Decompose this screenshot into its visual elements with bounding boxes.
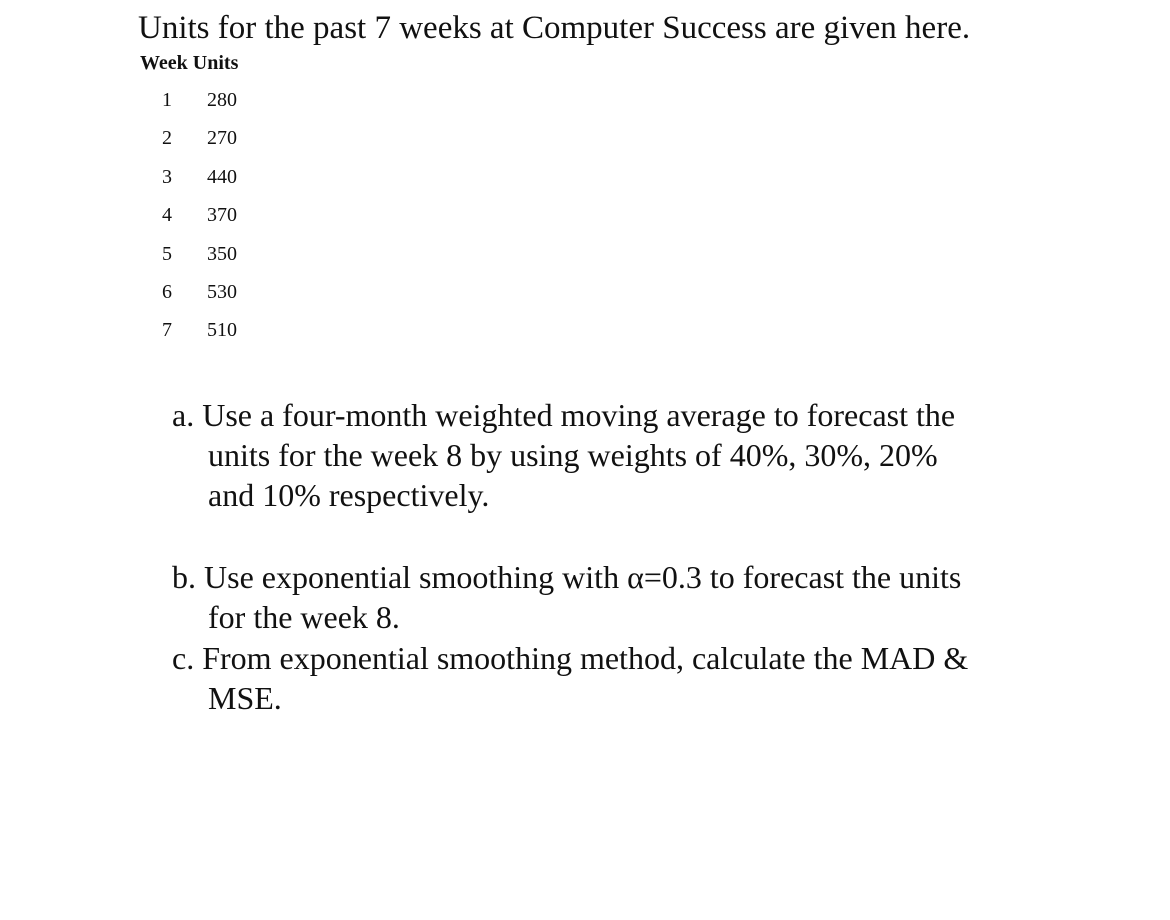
units-cell: 510 xyxy=(207,319,237,342)
question-a xyxy=(172,395,955,515)
week-cell: 5 xyxy=(162,242,172,265)
question-a-line: and 10% respectively. xyxy=(208,477,490,513)
week-cell: 2 xyxy=(162,127,172,150)
week-cell: 3 xyxy=(162,165,172,188)
question-a-line: units for the week 8 by using weights of 40%, 30%, 20% xyxy=(208,437,938,473)
units-cell: 530 xyxy=(207,280,237,303)
week-cell: 6 xyxy=(162,280,172,303)
week-column-header: Week xyxy=(140,52,188,74)
question-b xyxy=(172,557,961,637)
week-cell: 4 xyxy=(162,204,172,227)
week-cell: 1 xyxy=(162,89,172,111)
question-c xyxy=(172,638,968,718)
question-c-line: c. From exponential smoothing method, calculate the MAD & xyxy=(172,640,969,676)
table-header xyxy=(140,51,243,75)
units-cell: 350 xyxy=(207,242,237,265)
question-b-line: b. Use exponential smoothing with α=0.3 to forecast the units xyxy=(172,559,962,595)
units-cell: 440 xyxy=(207,165,237,188)
week-cell: 7 xyxy=(162,319,172,342)
question-a-line: a. Use a four-month weighted moving average to forecast the xyxy=(172,397,956,433)
units-cell: 270 xyxy=(207,127,237,150)
question-b-line: for the week 8. xyxy=(208,599,400,635)
units-cell: 370 xyxy=(207,204,237,227)
units-column-header: Units xyxy=(192,52,239,74)
question-c-line: MSE. xyxy=(208,680,282,716)
units-cell: 280 xyxy=(207,89,237,111)
problem-title: Units for the past 7 weeks at Computer Success are given here. xyxy=(138,10,971,46)
